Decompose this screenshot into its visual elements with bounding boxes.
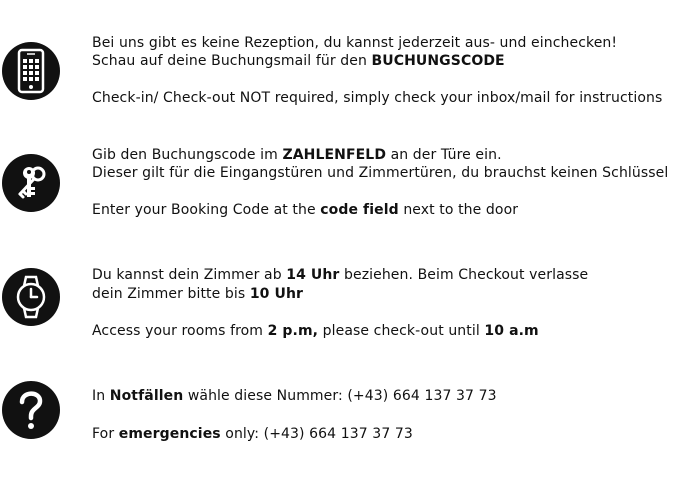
text-line: Dieser gilt für die Eingangstüren und Zimmertüren, du brauchst keinen Schlüssel xyxy=(92,165,669,181)
smartphone-keypad-icon xyxy=(2,42,60,100)
question-mark-icon xyxy=(2,381,60,439)
watch-clock-icon xyxy=(2,268,60,326)
keys-icon xyxy=(2,154,60,212)
text-line: Check-in/ Check-out NOT required, simply check your inbox/mail for instructions xyxy=(92,90,663,106)
text-line: dein Zimmer bitte bis 10 Uhr xyxy=(92,286,304,302)
text-line: Du kannst dein Zimmer ab 14 Uhr beziehen. Beim Checkout verlasse xyxy=(92,267,589,283)
text-line: Gib den Buchungscode im ZAHLENFELD an der Türe ein. xyxy=(92,147,502,163)
text-line: Enter your Booking Code at the code field next to the door xyxy=(92,202,519,218)
text-line: Schau auf deine Buchungsmail für den BUCHUNGSCODE xyxy=(92,53,505,69)
text-line: For emergencies only: (+43) 664 137 37 73 xyxy=(92,426,413,442)
text-line: In Notfällen wähle diese Nummer: (+43) 664 137 37 73 xyxy=(92,388,497,404)
text-line: Bei uns gibt es keine Rezeption, du kannst jederzeit aus- und einchecken! xyxy=(92,35,618,51)
text-line: Access your rooms from 2 p.m, please check-out until 10 a.m xyxy=(92,323,539,339)
